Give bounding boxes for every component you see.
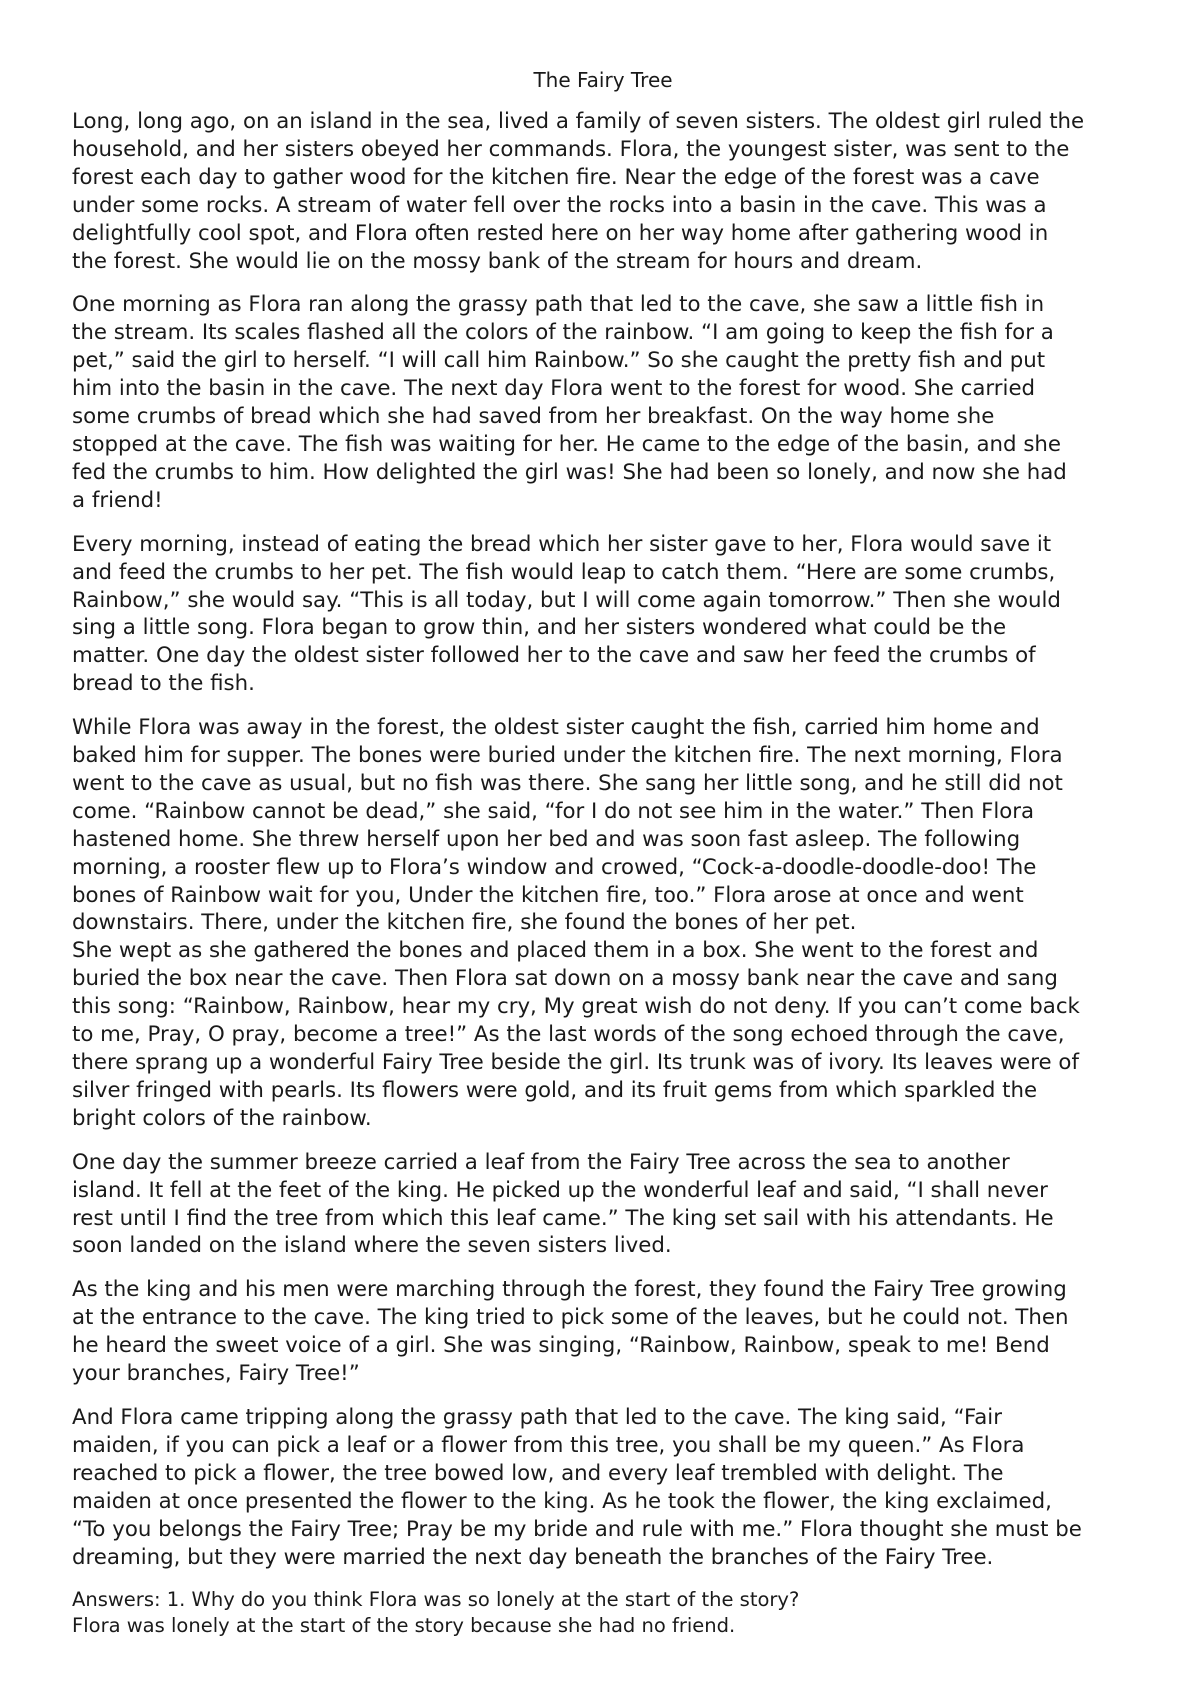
paragraph-8: And Flora came tripping along the grassy path that led to the cave. The king said, “Fair maiden, if you can pick a leaf or a flower from this tree, you shall be my queen.” As Flora reached to pick a flower, the tree bowed low, and every leaf trembled with delight. The maiden at once presented the flower to the king. As he took the flower, the king exclaimed, “To you belongs the Fairy Tree; Pray be my bride and rule with me.” Flora thought she must be dreaming, but they were married the next day beneath the branches of the Fairy Tree. [72,1404,1082,1570]
paragraph-2: One morning as Flora ran along the grassy path that led to the cave, she saw a little fish in the stream. Its scales flashed all the colors of the rainbow. “I am going to keep the fish for a pet,” said the girl to herself. “I will call him Rainbow.” So she caught the pretty fish and put him into the basin in the cave. The next day Flora went to the forest for wood. She carried some crumbs of bread which she had saved from her breakfast. On the way home she stopped at the cave. The fish was waiting for her. He came to the edge of the basin, and she fed the crumbs to him. How delighted the girl was! She had been so lonely, and now she had a friend! [72,292,1067,513]
paragraph-6: One day the summer breeze carried a leaf from the Fairy Tree across the sea to another island. It fell at the feet of the king. He picked up the wonderful leaf and said, “I shall never rest until I find the tree from which this leaf came.” The king set sail with his attendants. He soon landed on the island where the seven sisters lived. [72,1149,1054,1259]
paragraph-7: As the king and his men were marching through the forest, they found the Fairy Tree growing at the entrance to the cave. The king tried to pick some of the leaves, but he could not. Then he heard the sweet voice of a girl. She was singing, “Rainbow, Rainbow, speak to me! Bend your branches, Fairy Tree!” [72,1277,1069,1387]
paragraph-5: She wept as she gathered the bones and placed them in a box. She went to the forest and buried the box near the cave. Then Flora sat down on a mossy bank near the cave and sang this song: “Rainbow, Rainbow, hear my cry, My great wish do not deny. If you can’t come back to me, Pray, O pray, become a tree!” As the last words of the song echoed through the cave, there sprang up a wonderful Fairy Tree beside the girl. Its trunk was of ivory. Its leaves were of silver fringed with pearls. Its flowers were gold, and its fruit gems from which sparkled the bright colors of the rainbow. [72,938,1080,1131]
paragraph-4: While Flora was away in the forest, the oldest sister caught the fish, carried him home and baked him for supper. The bones were buried under the kitchen fire. The next morning, Flora went to the cave as usual, but no fish was there. She sang her little song, and he still did not come. “Rainbow cannot be dead,” she said, “for I do not see him in the water.” Then Flora hastened home. She threw herself upon her bed and was soon fast asleep. The following morning, a rooster flew up to Flora’s window and crowed, “Cock-a-doodle-doodle-doo! The bones of Rainbow wait for you, Under the kitchen fire, too.” Flora arose at once and went downstairs. There, under the kitchen fire, she found the bones of her pet. [72,715,1063,936]
document-page [72,66,1134,1639]
paragraph-3: Every morning, instead of eating the bread which her sister gave to her, Flora would save it and feed the crumbs to her pet. The fish would leap to catch them. “Here are some crumbs, Rainbow,” she would say. “This is all today, but I will come again tomorrow.” Then she would sing a little song. Flora began to grow thin, and her sisters wondered what could be the matter. One day the oldest sister followed her to the cave and saw her feed the crumbs of bread to the fish. [72,531,1061,697]
answers-section: Answers: 1. Why do you think Flora was so lonely at the start of the story? Flora was lonely at the start of the story because she had no friend. [72,1588,800,1638]
paragraph-1: Long, long ago, on an island in the sea, lived a family of seven sisters. The oldest girl ruled the household, and her sisters obeyed her commands. Flora, the youngest sister, was sent to the forest each day to gather wood for the kitchen fire. Near the edge of the forest was a cave under some rocks. A stream of water fell over the rocks into a basin in the cave. This was a delightfully cool spot, and Flora often rested here on her way home after gathering wood in the forest. She would lie on the mossy bank of the stream for hours and dream. [72,109,1085,274]
document-title: The Fairy Tree [533,68,673,92]
